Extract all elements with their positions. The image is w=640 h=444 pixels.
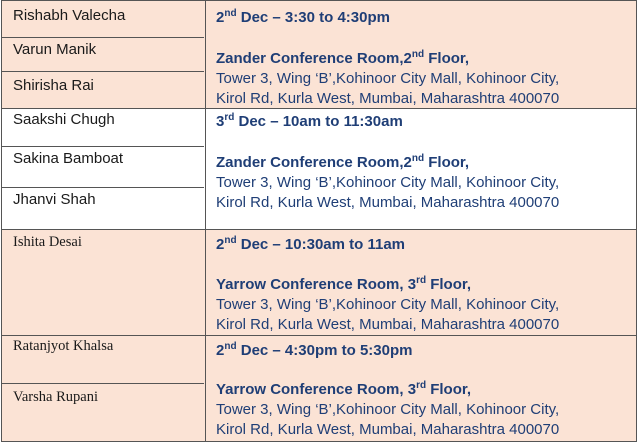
address-line: Kirol Rd, Kurla West, Mumbai, Maharashtra 400070: [216, 421, 560, 438]
schedule-block: [1, 335, 637, 442]
address-line: Tower 3, Wing ‘B’,Kohinoor City Mall, Kohinoor City,: [216, 401, 560, 418]
session-date: 2nd Dec – 10:30am to 11am: [216, 235, 405, 253]
session-date: 2nd Dec – 3:30 to 4:30pm: [216, 8, 390, 26]
room-name: Zander Conference Room,2nd Floor,: [216, 49, 470, 67]
room-name: Yarrow Conference Room, 3rd Floor,: [216, 380, 472, 398]
room-name: Yarrow Conference Room, 3rd Floor,: [216, 275, 472, 293]
schedule-table: [1, 0, 637, 442]
attendee-name: Rishabh Valecha: [13, 7, 126, 24]
session-date: 3rd Dec – 10am to 11:30am: [216, 112, 403, 130]
schedule-block: [1, 108, 637, 229]
address-line: Kirol Rd, Kurla West, Mumbai, Maharashtra 400070: [216, 316, 560, 333]
names-cell: [2, 230, 206, 335]
names-cell: [2, 336, 206, 441]
address-line: Kirol Rd, Kurla West, Mumbai, Maharashtra 400070: [216, 194, 560, 211]
address-line: Tower 3, Wing ‘B’,Kohinoor City Mall, Kohinoor City,: [216, 174, 560, 191]
names-cell: [2, 1, 206, 108]
attendee-name: Jhanvi Shah: [2, 187, 204, 208]
attendee-name: Varun Manik: [2, 37, 204, 58]
attendee-name: Saakshi Chugh: [13, 111, 115, 128]
attendee-name: Ratanjyot Khalsa: [13, 338, 114, 354]
address-line: Tower 3, Wing ‘B’,Kohinoor City Mall, Kohinoor City,: [216, 70, 560, 87]
address-line: Tower 3, Wing ‘B’,Kohinoor City Mall, Kohinoor City,: [216, 296, 560, 313]
attendee-name: Sakina Bamboat: [2, 146, 204, 167]
attendee-name: Ishita Desai: [13, 234, 82, 250]
schedule-block: [1, 229, 637, 335]
names-cell: [2, 109, 206, 229]
attendee-name: Shirisha Rai: [2, 71, 204, 94]
address-line: Kirol Rd, Kurla West, Mumbai, Maharashtra 400070: [216, 90, 560, 107]
room-name: Zander Conference Room,2nd Floor,: [216, 153, 470, 171]
schedule-block: [1, 0, 637, 108]
attendee-name: Varsha Rupani: [2, 383, 204, 406]
session-date: 2nd Dec – 4:30pm to 5:30pm: [216, 341, 413, 359]
